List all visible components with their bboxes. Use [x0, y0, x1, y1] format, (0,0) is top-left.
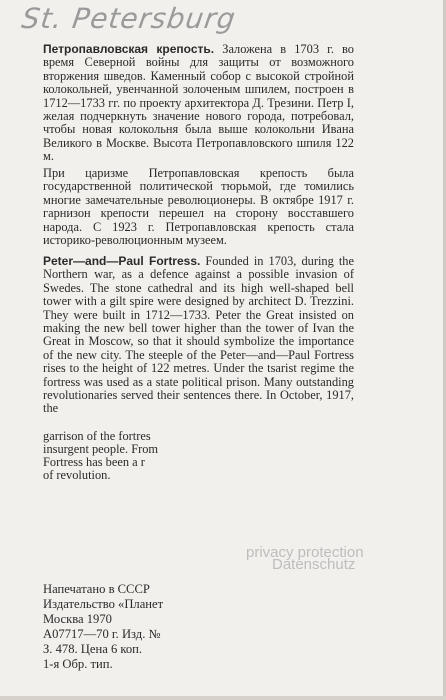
russian-paragraph-1-body: Заложена в 1703 г. во время Северной войны для защиты от возможного вторжения шведов. Каменный собор с высокой стройной колокольней, увенчанной золоченым шпилем, построен в 1712—1733 гг. по проекту архитектора Д. Трезини. Петр I, желая подчеркнуть значение нового города, потребовал, чтобы новая колокольня была выше колокольни Ивана Великого в Москве. Высота Петропавловского шпиля 122 м.	[43, 42, 355, 164]
english-paragraph	[43, 255, 354, 416]
english-heading: Peter—and—Paul Fortress.	[43, 254, 201, 268]
card-edge-bottom	[0, 696, 446, 700]
imprint-line: 1-я Обр. тип.	[43, 657, 113, 671]
imprint-line: З. 478. Цена 6 коп.	[43, 642, 143, 656]
english-tail-line: of revolution.	[43, 468, 111, 482]
english-tail-line: Fortress has been a r	[43, 455, 145, 469]
russian-paragraph-1	[43, 43, 354, 164]
handwritten-location: St. Petersburg	[19, 2, 239, 35]
russian-heading: Петропавловская крепость.	[43, 42, 215, 56]
english-paragraph-body: Founded in 1703, during the Northern war, as a defence against a possible invasion of Swedes. The stone cathedral and its high well-shaped bell tower with a gilt spire were designed by architect D. Trezzini. They were built in 1712—1733. Peter the Great insisted on making the new bell tower higher than the tower of Ivan the Great in Moscow, so that it should symbolize the importance of the new city. The steeple of the Peter—and—Paul Fortress rises to the height of 122 metres. Under the tsarist regime the fortress was used as a state political prison. Many outstanding revolutionaries served their sentences there. In October, 1917, the	[43, 254, 354, 416]
russian-paragraph-2: При царизме Петропавловская крепость была государственной политической тюрьмой, где томились многие замечательные революционеры. В октябре 1917 г. гарнизон крепости перешел на сторону восставшего народа. С 1923 г. Петропавловская крепость стала историко-революционным музеем.	[43, 166, 354, 248]
english-tail-line: insurgent people. From	[43, 442, 159, 456]
imprint-line: Издательство «Планет	[43, 597, 164, 611]
watermark-line-1: privacy protection	[246, 544, 364, 561]
imprint-line: Напечатано в СССР	[43, 582, 150, 596]
english-tail-line: garrison of the fortres	[43, 429, 151, 443]
imprint-line: Москва 1970	[43, 612, 112, 626]
imprint-line: А07717—70 г. Изд. №	[43, 627, 161, 641]
watermark-line-2: Datenschutz	[272, 556, 356, 573]
